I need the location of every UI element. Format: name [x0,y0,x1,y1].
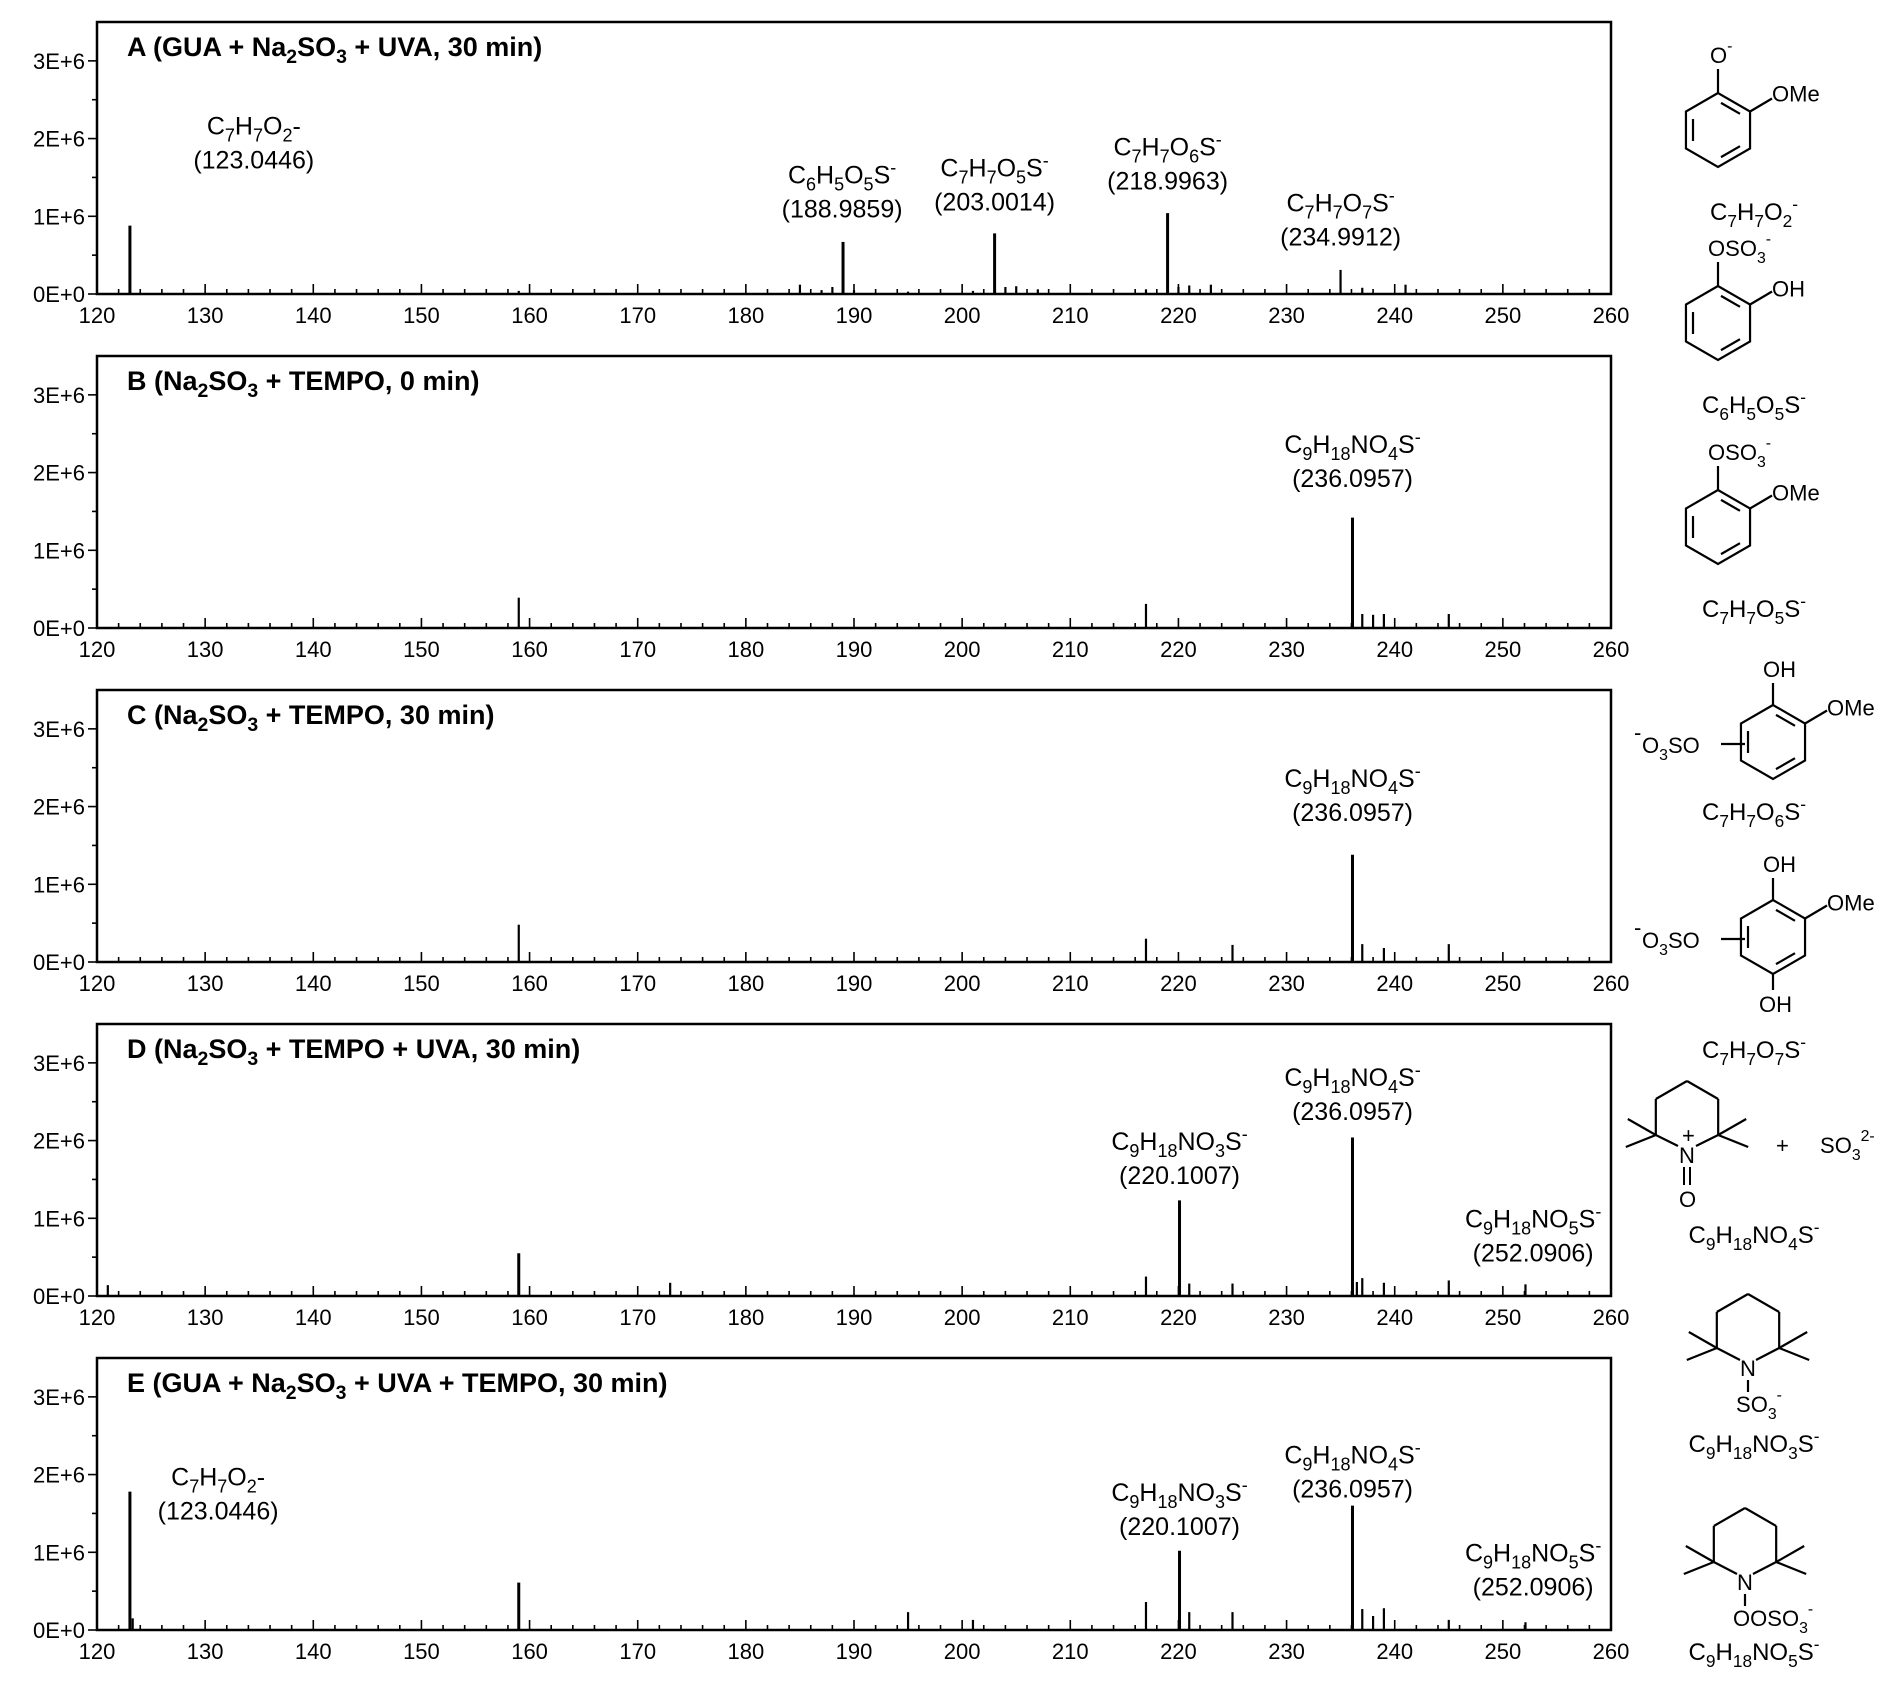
x-tick-label: 170 [619,1305,657,1330]
x-tick-label: 210 [1051,1639,1089,1664]
x-tick-label: 150 [403,303,440,328]
y-tick-label: 3E+6 [33,48,85,74]
x-tick-label: 200 [943,303,981,328]
y-tick-label: 1E+6 [33,1540,85,1566]
atom-label: O- [1710,38,1733,68]
x-tick-label: 240 [1376,971,1414,996]
benzene-ring [1686,490,1750,564]
x-tick-label: 250 [1484,303,1522,328]
x-tick-label: 210 [1051,971,1089,996]
y-tick-label: 0E+0 [33,950,85,975]
x-tick-label: 190 [835,303,873,328]
structure-formula: $C_6H_5O_5S^-$ [1702,387,1806,424]
x-tick-label: 210 [1051,303,1089,328]
bond [1776,1562,1806,1574]
structure-ring-sulfonated-methoxyhydroquinone [1634,852,1875,1069]
peak-mass: (252.0906) [1472,1573,1594,1602]
x-tick-label: 220 [1160,637,1197,662]
y-tick-label: 2E+6 [33,460,85,486]
panel-title: B ($Na_2SO_3$ + TEMPO, 0 min) [127,366,480,402]
structure-oxoammonium-plus-sulfite [1626,1081,1875,1254]
x-tick-label: 260 [1592,1305,1630,1330]
bond [1696,1135,1718,1146]
x-tick-label: 180 [727,1639,765,1664]
x-tick-label: 180 [727,637,765,662]
atom-label: N [1679,1143,1695,1168]
panel-title: C ($Na_2SO_3$ + TEMPO, 30 min) [127,700,495,736]
bond [1776,1546,1804,1562]
x-tick-label: 160 [511,1305,548,1330]
peak-mass: (252.0906) [1472,1239,1594,1268]
bond [1687,1348,1717,1360]
peak-mass: (236.0957) [1292,465,1414,494]
x-tick-label: 160 [511,303,548,328]
spectrum-panel-b [33,356,1629,662]
y-tick-label: 3E+6 [33,716,85,742]
x-tick-label: 170 [619,303,657,328]
x-tick-label: 130 [186,971,224,996]
bond [1718,1119,1746,1135]
atom-label: OH [1763,852,1797,877]
bond [1714,1562,1737,1574]
x-tick-label: 120 [78,1305,116,1330]
y-tick-label: 0E+0 [33,282,85,307]
peak-formula: $C_7H_7O_6S^-$ [1113,129,1222,167]
bond [1745,1508,1776,1526]
spectrum-panel-c [33,690,1629,996]
y-tick-label: 3E+6 [33,1384,85,1410]
x-tick-label: 190 [835,637,873,662]
x-tick-label: 170 [619,637,657,662]
panel-title: D ($Na_2SO_3$ + TEMPO + UVA, 30 min) [127,1034,581,1070]
panel-title: E ($GUA + Na_2SO_3$ + UVA + TEMPO, 30 min) [127,1368,668,1404]
x-tick-label: 140 [294,1639,332,1664]
y-tick-label: 2E+6 [33,1128,85,1154]
y-tick-label: 3E+6 [33,382,85,408]
peak-formula: $C_9H_{18}NO_4S^-$ [1284,1437,1421,1475]
y-tick-label: 1E+6 [33,538,85,564]
x-tick-label: 240 [1376,1639,1414,1664]
atom-label: OH [1759,992,1793,1017]
structure-formula: $C_9H_{18}NO_5S^-$ [1688,1634,1820,1671]
bond [1689,1332,1717,1348]
bond [1750,99,1772,112]
atom-label: $O_3SO$ [1642,733,1700,764]
peak-mass: (236.0957) [1292,1098,1414,1127]
structure-guaiacol-sulfate [1686,435,1820,628]
x-tick-label: 200 [943,1305,981,1330]
bond [1686,1546,1714,1562]
peak-formula: $C_9H_{18}NO_5S^-$ [1464,1535,1602,1573]
x-tick-label: 230 [1268,637,1305,662]
x-tick-label: 250 [1484,1639,1522,1664]
atom-label: $OSO_3^-$ [1708,231,1772,267]
x-tick-label: 130 [186,637,224,662]
peak-mass: (203.0014) [934,188,1056,217]
atom-label: OMe [1827,695,1875,721]
bond [1687,1081,1718,1099]
structure-tempo-n-sulfonate [1687,1294,1820,1463]
peak-formula: $C_9H_{18}NO_4S^-$ [1284,761,1421,799]
bond [1717,1294,1748,1312]
atom-label: $SO_3^{2-}$ [1820,1128,1875,1164]
y-tick-label: 2E+6 [33,794,85,820]
charge-label: + [1682,1123,1695,1148]
bond [1748,1294,1779,1312]
x-tick-label: 180 [727,303,765,328]
x-tick-label: 130 [186,1639,224,1664]
structure-formula: $C_7H_7O_2^-$ [1710,194,1798,231]
bond [1805,711,1827,724]
bond [1714,1508,1745,1526]
peak-mass: (123.0446) [157,1497,279,1526]
bond [1750,292,1772,305]
x-tick-label: 160 [511,971,548,996]
benzene-ring [1686,93,1750,167]
structure-column [1626,38,1875,1671]
atom-label: $OOSO_3^-$ [1733,1601,1814,1637]
peak-formula: $C_9H_{18}NO_5S^-$ [1464,1201,1602,1239]
bond [1718,1135,1748,1147]
bond [1717,1348,1740,1360]
x-tick-label: 260 [1592,971,1630,996]
x-tick-label: 240 [1376,637,1414,662]
x-tick-label: 120 [78,1639,116,1664]
x-tick-label: 160 [511,637,548,662]
structure-formula: $C_9H_{18}NO_3S^-$ [1688,1426,1820,1463]
x-tick-label: 140 [294,1305,332,1330]
x-tick-label: 230 [1268,1305,1305,1330]
x-tick-label: 190 [835,971,873,996]
atom-label: OMe [1827,890,1875,916]
spectra-panels [33,22,1629,1664]
atom-label: $OSO_3^-$ [1708,435,1772,471]
x-tick-label: 120 [78,303,116,328]
bond [1656,1081,1687,1099]
structure-ring-sulfonated-guaiacol [1634,657,1875,831]
atom-label: OH [1763,657,1797,682]
x-tick-label: 140 [294,303,332,328]
plot-frame [97,22,1611,294]
x-tick-label: 220 [1160,1639,1197,1664]
x-tick-label: 240 [1376,303,1414,328]
x-tick-label: 150 [403,1639,440,1664]
x-tick-label: 160 [511,1639,548,1664]
bond [1753,1562,1776,1574]
peak-formula: $C_9H_{18}NO_4S^-$ [1284,1060,1421,1098]
x-tick-label: 210 [1051,637,1089,662]
x-tick-label: 220 [1160,971,1197,996]
x-tick-label: 250 [1484,1305,1522,1330]
bond [1684,1562,1714,1574]
benzene-ring [1741,705,1805,779]
x-tick-label: 180 [727,971,765,996]
peak-mass: (236.0957) [1292,799,1414,828]
x-tick-label: 210 [1051,1305,1089,1330]
x-tick-label: 250 [1484,637,1522,662]
peak-formula: $C_9H_{18}NO_3S^-$ [1111,1474,1248,1512]
x-tick-label: 240 [1376,1305,1414,1330]
x-tick-label: 200 [943,971,981,996]
peak-mass: (123.0446) [193,146,315,175]
x-tick-label: 120 [78,637,116,662]
spectrum-panel-e [33,1358,1629,1664]
peak-formula: $C_9H_{18}NO_4S^-$ [1284,427,1421,465]
peak-mass: (234.9912) [1280,223,1402,252]
atom-label: + [1776,1133,1789,1158]
structure-tempo-o-sulfate [1684,1508,1820,1671]
y-tick-label: 1E+6 [33,204,85,230]
x-tick-label: 230 [1268,971,1305,996]
peak-formula: $C_7H_7O_2-$ [171,1463,266,1497]
x-tick-label: 230 [1268,303,1305,328]
x-tick-label: 200 [943,637,981,662]
x-tick-label: 190 [835,1305,873,1330]
x-tick-label: 140 [294,971,332,996]
x-tick-label: 150 [403,637,440,662]
bond [1750,496,1772,509]
x-tick-label: 190 [835,1639,873,1664]
atom-label: $SO_3^-$ [1736,1387,1782,1423]
peak-mass: (220.1007) [1119,1161,1240,1190]
peak-formula: $C_7H_7O_2-$ [206,112,301,146]
structure-formula: $C_7H_7O_7S^-$ [1702,1032,1806,1069]
y-tick-label: 1E+6 [33,1206,85,1232]
structure-catechol-sulfate [1686,231,1806,424]
benzene-ring [1741,900,1805,974]
y-tick-label: 3E+6 [33,1050,85,1076]
y-tick-label: 0E+0 [33,1618,85,1643]
atom-label: O [1679,1187,1697,1212]
atom-label: N [1737,1570,1753,1595]
y-tick-label: 0E+0 [33,1284,85,1309]
charge-label: - [1634,915,1642,940]
bond [1626,1135,1656,1147]
bond [1756,1348,1779,1360]
structure-formula: $C_7H_7O_6S^-$ [1702,794,1806,831]
atom-label: OMe [1772,81,1820,107]
x-tick-label: 150 [403,971,440,996]
peak-formula: $C_7H_7O_7S^-$ [1286,185,1395,223]
peak-formula: $C_6H_5O_5S^-$ [787,157,897,195]
atom-label: $O_3SO$ [1642,928,1700,959]
x-tick-label: 170 [619,1639,657,1664]
y-tick-label: 2E+6 [33,1462,85,1488]
x-tick-label: 150 [403,1305,440,1330]
x-tick-label: 130 [186,303,224,328]
structure-guaiacolate [1686,38,1820,231]
y-tick-label: 1E+6 [33,872,85,898]
atom-label: OMe [1772,480,1820,506]
x-tick-label: 260 [1592,303,1630,328]
atom-label: N [1740,1356,1756,1381]
x-tick-label: 200 [943,1639,981,1664]
peak-formula: $C_9H_{18}NO_3S^-$ [1111,1123,1248,1161]
x-tick-label: 220 [1160,1305,1197,1330]
x-tick-label: 220 [1160,303,1197,328]
bond [1628,1119,1656,1135]
peak-mass: (218.9963) [1107,167,1229,196]
atom-label: OH [1772,276,1806,302]
x-tick-label: 260 [1592,1639,1630,1664]
peak-formula: $C_7H_7O_5S^-$ [940,150,1049,188]
structure-formula: $C_7H_7O_5S^-$ [1702,591,1806,628]
x-tick-label: 120 [78,971,116,996]
x-tick-label: 250 [1484,971,1522,996]
panel-title: A ($GUA + Na_2SO_3$ + UVA, 30 min) [127,32,543,68]
bond [1656,1135,1678,1146]
y-tick-label: 0E+0 [33,616,85,641]
peak-mass: (236.0957) [1292,1475,1414,1504]
peak-mass: (188.9859) [781,195,903,224]
spectrum-panel-a [33,22,1629,328]
x-tick-label: 180 [727,1305,765,1330]
charge-label: - [1634,720,1642,745]
y-tick-label: 2E+6 [33,126,85,152]
spectrum-panel-d [33,1024,1629,1330]
structure-formula: $C_9H_{18}NO_4S^-$ [1688,1217,1820,1254]
x-tick-label: 140 [294,637,332,662]
bond [1805,906,1827,919]
peak-mass: (220.1007) [1119,1512,1240,1541]
bond [1779,1348,1809,1360]
x-tick-label: 170 [619,971,657,996]
x-tick-label: 230 [1268,1639,1305,1664]
benzene-ring [1686,286,1750,360]
bond [1779,1332,1807,1348]
x-tick-label: 130 [186,1305,224,1330]
x-tick-label: 260 [1592,637,1630,662]
